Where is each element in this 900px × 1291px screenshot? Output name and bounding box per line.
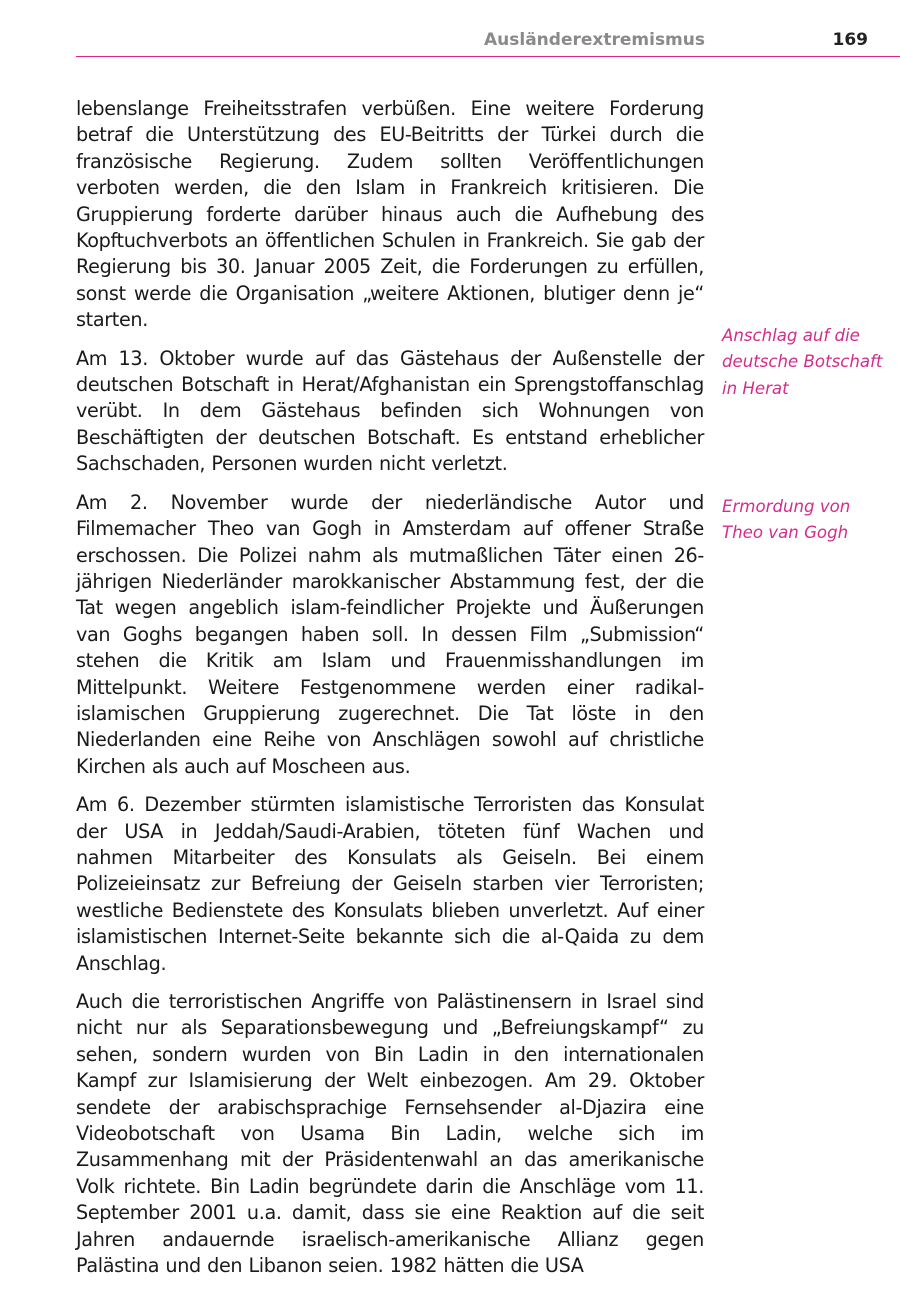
running-title: Ausländerextremismus [484,30,705,50]
margin-note-van-gogh: Ermordung von Theo van Gogh [722,497,851,543]
paragraph: Am 6. Dezember stürmten islamistische Terroristen das Konsulat der USA in Jeddah/Saudi-Arabien, töteten fünf Wachen und nahmen Mitarbeiter des Konsulats als Geiseln. Bei einem Polizeieinsatz zur Befreiung der Geiseln starben vier Terroristen; westliche Bedienstete des Konsulats blieben unverletzt. Auf einer islamistischen Internet-Seite bekannte sich die al-Qaida zu dem Anschlag. [76,793,704,975]
page-number: 169 [832,30,868,50]
margin-note-herat: Anschlag auf die deutsche Botschaft in Herat [722,326,883,398]
body-text [76,96,704,1291]
paragraph: Auch die terroristischen Angriffe von Palästinensern in Israel sind nicht nur als Separationsbewegung und „Befreiungskampf“ zu sehen, sondern wurden von Bin Ladin in den internationalen Kampf zur Islamisierung der Welt einbezogen. Am 29. Oktober sendete der arabischsprachige Fernsehsender al-Djazira eine Videobotschaft von Usama Bin Ladin, welche sich im Zusammenhang mit der Präsidentenwahl an das amerikanische Volk richtete. Bin Ladin begründete darin die Anschläge vom 11. September 2001 u.a. damit, dass sie eine Reaktion auf die seit Jahren andauernde israelisch-amerikanische Allianz gegen Palästina und den Libanon seien. 1982 hätten die USA [76,990,704,1278]
paragraph: Am 2. November wurde der niederländische Autor und Filmemacher Theo van Gogh in Amsterdam auf offener Straße erschossen. Die Polizei nahm als mutmaßlichen Täter einen 26-jährigen Niederländer marokkanischer Abstammung fest, der die Tat wegen angeblich islam-feindlicher Projekte und Äußerungen van Goghs begangen haben soll. In dessen Film „Submission“ stehen die Kritik am Islam und Frauenmisshandlungen im Mittelpunkt. Weitere Festgenommene werden einer radikal-islamischen Gruppierung zugerechnet. Die Tat löste in den Niederlanden eine Reihe von Anschlägen sowohl auf christliche Kirchen als auch auf Moscheen aus. [76,490,704,778]
paragraph: Am 13. Oktober wurde auf das Gästehaus der Außenstelle der deutschen Botschaft in Herat/Afghanistan ein Sprengstoffanschlag verübt. In dem Gästehaus befinden sich Wohnungen von Beschäftigten der deutschen Botschaft. Es entstand erheblicher Sachschaden, Personen wurden nicht verletzt. [76,346,704,476]
page-header [0,0,900,60]
paragraph: lebenslange Freiheitsstrafen verbüßen. Eine weitere Forderung betraf die Unterstützung des EU-Beitritts der Türkei durch die französische Regierung. Zudem sollten Veröffentlichungen verboten werden, die den Islam in Frankreich kritisieren. Die Gruppierung forderte darüber hinaus auch die Aufhebung des Kopftuchverbots an öffentlichen Schulen in Frankreich. Sie gab der Regierung bis 30. Januar 2005 Zeit, die Forderungen zu erfüllen, sonst werde die Organisation „weitere Aktionen, blutiger denn je“ starten. [76,97,704,332]
header-rule [76,56,900,57]
